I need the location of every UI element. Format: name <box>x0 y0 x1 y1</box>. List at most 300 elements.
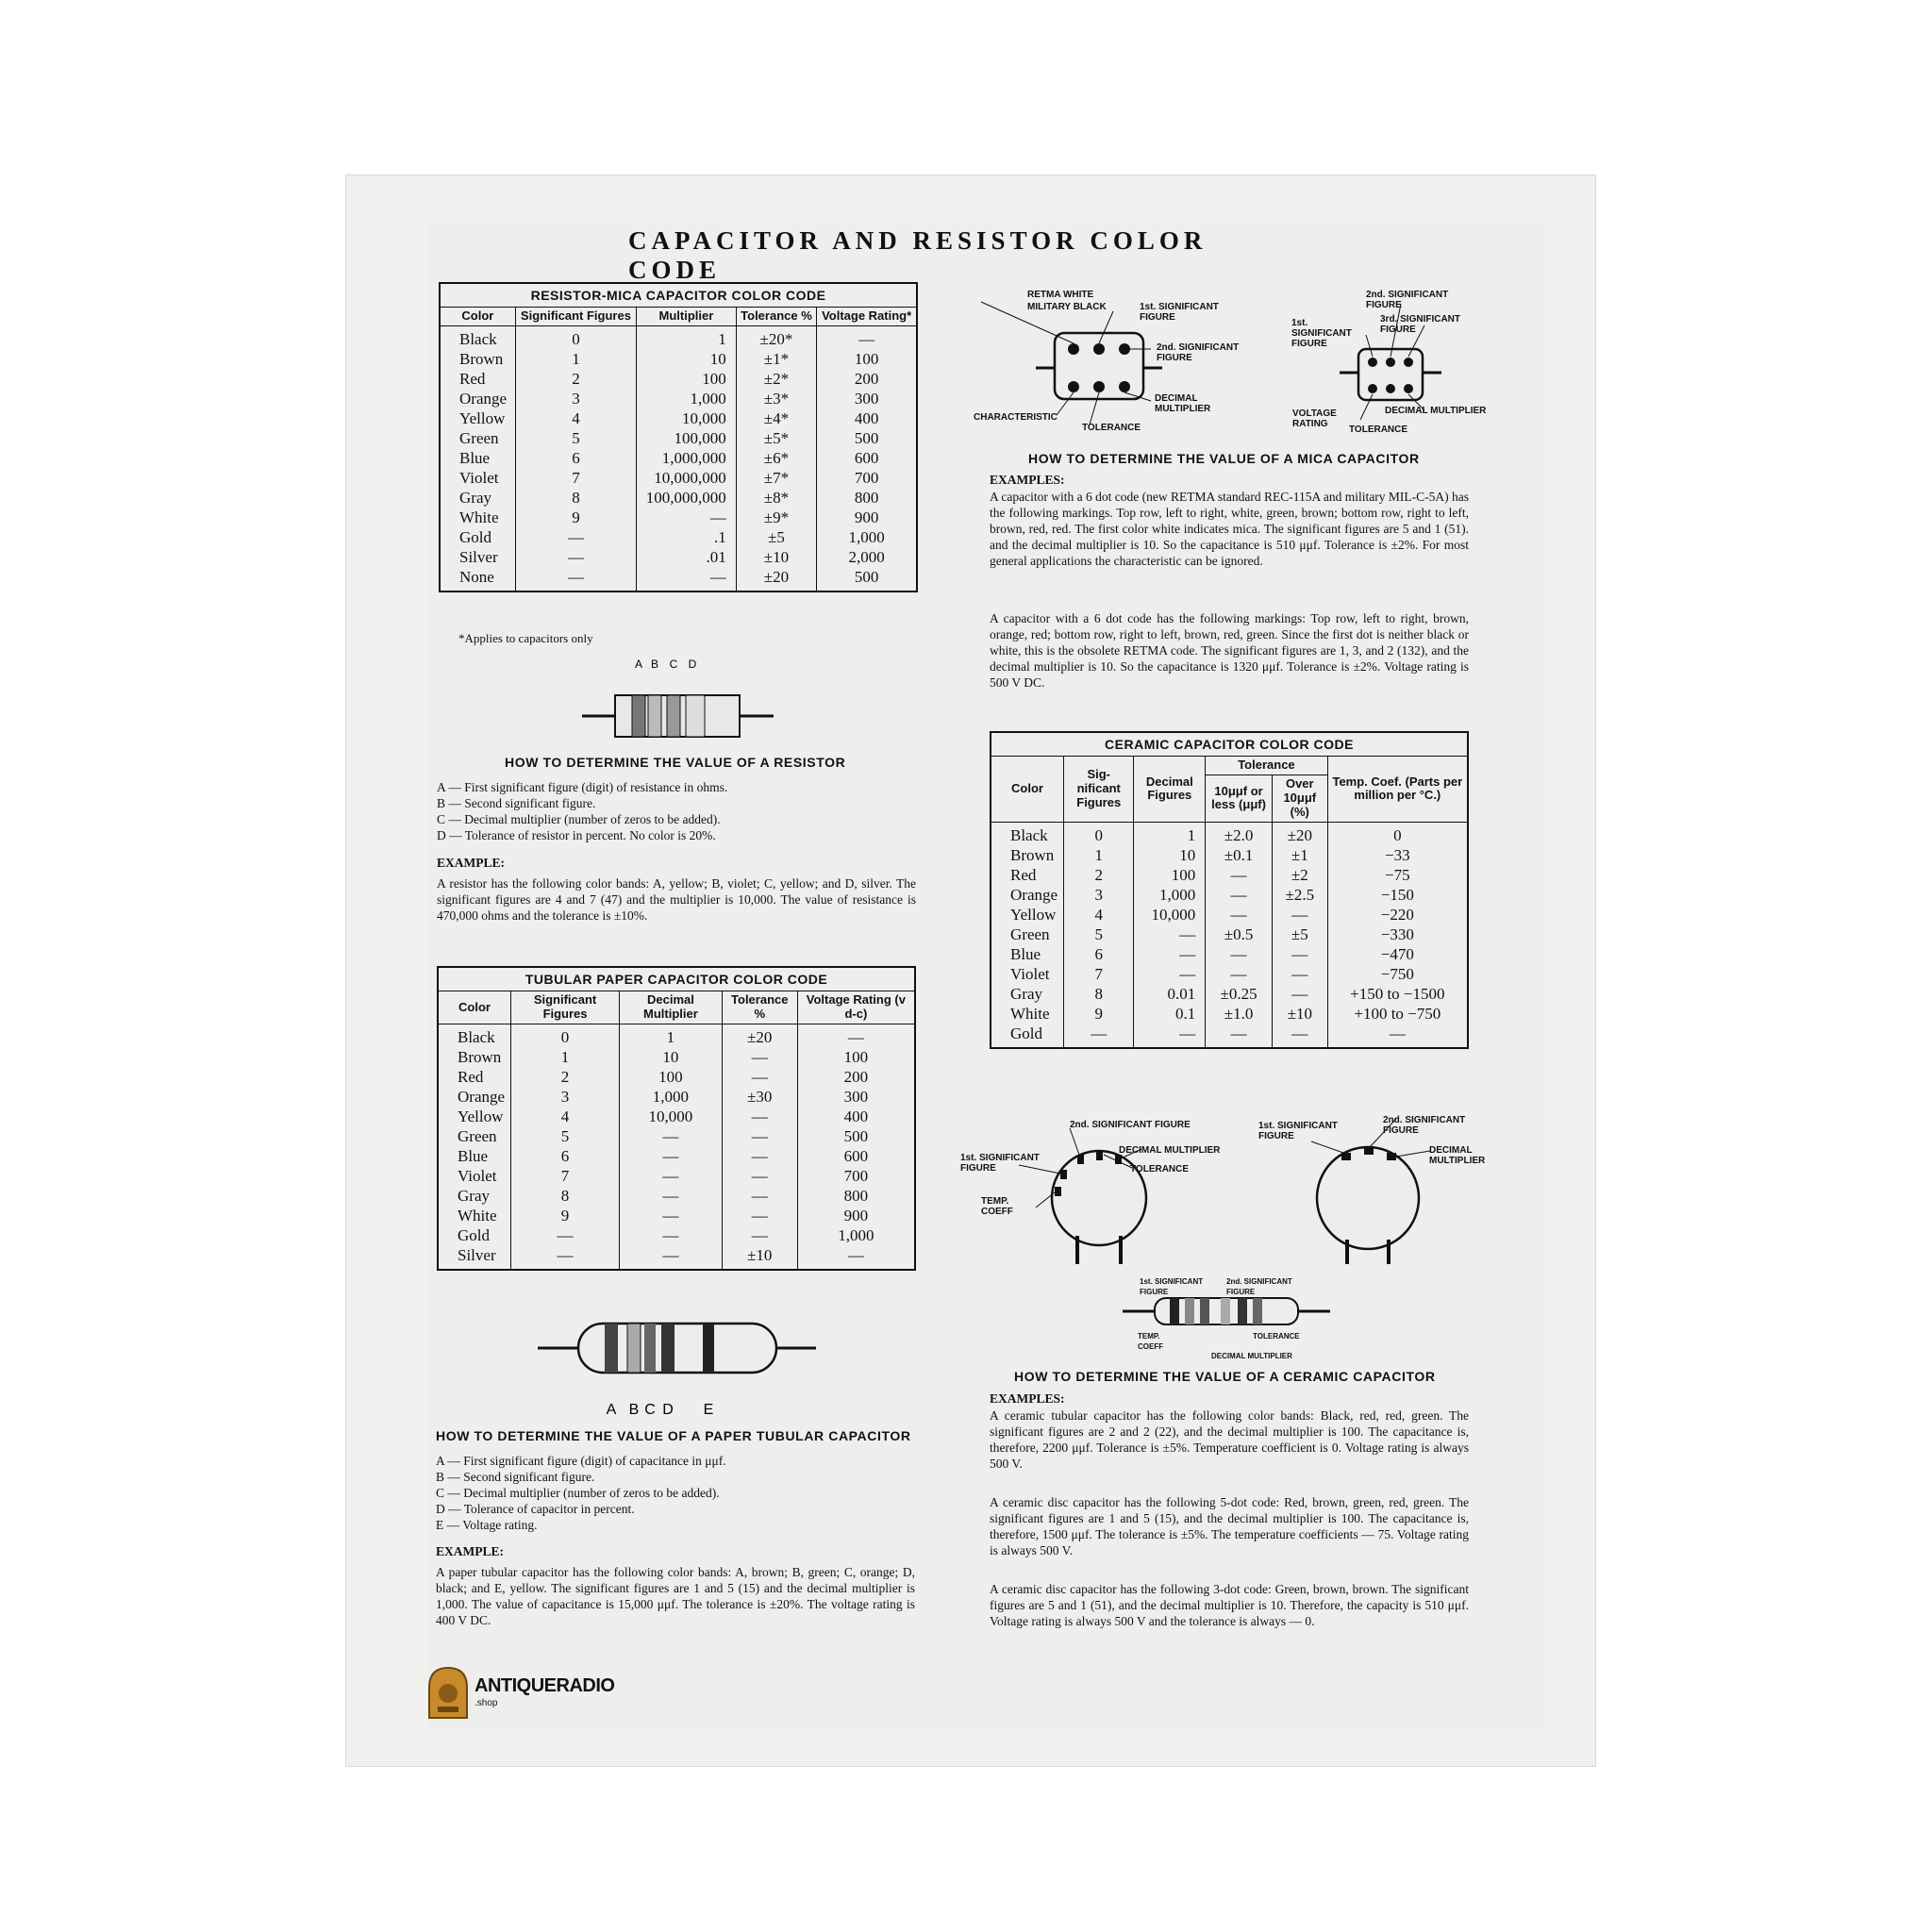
table-row <box>438 1206 915 1225</box>
mica-label-first-sig: 1st. SIGNIFICANT FIGURE <box>1140 302 1219 323</box>
color-name-cell: Red <box>991 865 1064 885</box>
table-cell: ±20* <box>736 326 817 350</box>
color-name-cell: Red <box>440 369 515 389</box>
table-caption: RESISTOR-MICA CAPACITOR COLOR CODE <box>440 283 917 308</box>
table-cell: .1 <box>637 527 737 547</box>
color-name-cell: Yellow <box>991 905 1064 924</box>
table-cell: 9 <box>1064 1004 1134 1024</box>
table-cell: — <box>1064 1024 1134 1048</box>
column-header: Tolerance % <box>736 308 817 326</box>
tubular-example: A paper tubular capacitor has the following color bands: A, brown; B, green; C, orange; D, black; and E, yellow. The significant figures are 1 and 5 (15) and the decimal multiplier is 1,000. The value of capacitance is 15,000 μμf. The tolerance is ±20%. The voltage rating is 400 V DC. <box>436 1565 915 1627</box>
mica-r-decimal: DECIMAL MULTIPLIER <box>1385 406 1487 416</box>
band-label: A <box>606 1402 617 1418</box>
table-cell: 0 <box>511 1024 620 1047</box>
table-cell: 1 <box>1134 822 1206 845</box>
tubular-howto-heading: HOW TO DETERMINE THE VALUE OF A PAPER TUBULAR CAPACITOR <box>436 1428 911 1443</box>
table-cell: 3 <box>1064 885 1134 905</box>
table-cell: — <box>620 1126 723 1146</box>
table-cell: 800 <box>797 1186 915 1206</box>
legend-line: B — Second significant figure. <box>436 1470 595 1484</box>
table-cell: 3 <box>511 1087 620 1107</box>
table-cell: 10,000,000 <box>637 468 737 488</box>
table-cell: — <box>1206 944 1273 964</box>
resistor-example: A resistor has the following color bands: A, yellow; B, violet; C, yellow; and D, silver. The significant figures are 4 and 7 (47) and the multiplier is 10,000. The value of resistance is 470,000 ohms and the tolerance is ±10%. <box>437 876 916 923</box>
table-cell: 800 <box>817 488 917 508</box>
table-row <box>991 944 1468 964</box>
table-cell: ±1* <box>736 349 817 369</box>
table-cell: 1 <box>620 1024 723 1047</box>
table-cell: — <box>515 547 636 567</box>
table-cell: 3 <box>515 389 636 408</box>
resistor-mica-table <box>439 282 918 592</box>
band-label: B <box>650 658 659 671</box>
table-cell: — <box>1134 924 1206 944</box>
table-cell: — <box>722 1107 797 1126</box>
mica-example-2: A capacitor with a 6 dot code has the following markings: Top row, left to right, brown, orange, red; bottom row, right to left, brown, red, green. Since the first dot is neither black or white, this is the obsolete RETMA code. The significant figures are 1, 3, and 2 (132), and the decimal multiplier is 10. So the capacitance is 1320 μμf. Tolerance is ±2%. Voltage rating is 500 V DC. <box>990 611 1469 690</box>
band-label: A <box>634 658 643 671</box>
table-cell: ±10 <box>1272 1004 1327 1024</box>
ceramic-howto-heading: HOW TO DETERMINE THE VALUE OF A CERAMIC CAPACITOR <box>1014 1369 1436 1384</box>
table-cell: −150 <box>1327 885 1468 905</box>
color-name-cell: Silver <box>438 1245 511 1270</box>
table-cell: 100 <box>620 1067 723 1087</box>
table-row <box>440 547 917 567</box>
footnote: *Applies to capacitors only <box>458 631 593 645</box>
table-row <box>991 964 1468 984</box>
table-cell: — <box>1272 944 1327 964</box>
color-name-cell: Gold <box>440 527 515 547</box>
table-cell: ±2* <box>736 369 817 389</box>
table-cell: — <box>1272 1024 1327 1048</box>
tubular-example-label: EXAMPLE: <box>436 1544 504 1558</box>
table-row <box>440 527 917 547</box>
color-name-cell: Black <box>440 326 515 350</box>
table-cell: — <box>1272 964 1327 984</box>
table-cell: 100 <box>817 349 917 369</box>
table-cell: 1,000,000 <box>637 448 737 468</box>
tubular-paper-table <box>437 966 916 1271</box>
mica-r-tolerance: TOLERANCE <box>1349 425 1408 435</box>
tube-temp: TEMP. COEFF <box>1138 1332 1164 1351</box>
table-cell: — <box>722 1206 797 1225</box>
table-cell: — <box>722 1166 797 1186</box>
color-name-cell: Violet <box>440 468 515 488</box>
color-name-cell: White <box>991 1004 1064 1024</box>
table-cell: 0 <box>515 326 636 350</box>
column-header: Significant Figures <box>511 991 620 1024</box>
table-row <box>991 1004 1468 1024</box>
col-tol-large: Over 10μμf (%) <box>1272 775 1327 823</box>
table-cell: — <box>797 1245 915 1270</box>
column-header: Voltage Rating* <box>817 308 917 326</box>
color-name-cell: None <box>440 567 515 591</box>
mica-label-military: MILITARY BLACK <box>1027 302 1107 312</box>
table-cell: 100,000,000 <box>637 488 737 508</box>
color-name-cell: Brown <box>438 1047 511 1067</box>
mica-r-first: 1st. SIGNIFICANT FIGURE <box>1291 318 1352 349</box>
table-row <box>438 1024 915 1047</box>
disc1-first: 1st. SIGNIFICANT FIGURE <box>960 1153 1040 1174</box>
table-cell: ±0.5 <box>1206 924 1273 944</box>
table-cell: −470 <box>1327 944 1468 964</box>
table-cell: +150 to −1500 <box>1327 984 1468 1004</box>
table-cell: 10,000 <box>620 1107 723 1126</box>
table-row <box>991 905 1468 924</box>
table-cell: 600 <box>817 448 917 468</box>
table-cell: — <box>722 1047 797 1067</box>
table-cell: 900 <box>797 1206 915 1225</box>
tube-decimal: DECIMAL MULTIPLIER <box>1211 1352 1292 1360</box>
table-cell: 1 <box>1064 845 1134 865</box>
mica-label-decimal: DECIMAL MULTIPLIER <box>1155 393 1211 414</box>
table-cell: ±2 <box>1272 865 1327 885</box>
mica-label-second-sig: 2nd. SIGNIFICANT FIGURE <box>1157 342 1240 363</box>
table-cell: — <box>620 1245 723 1270</box>
table-cell: 6 <box>511 1146 620 1166</box>
tube-tolerance: TOLERANCE <box>1253 1332 1300 1341</box>
table-cell: 900 <box>817 508 917 527</box>
table-row <box>991 885 1468 905</box>
color-name-cell: Gray <box>438 1186 511 1206</box>
color-name-cell: Black <box>438 1024 511 1047</box>
disc2-first: 1st. SIGNIFICANT FIGURE <box>1258 1121 1338 1141</box>
table-cell: 10,000 <box>637 408 737 428</box>
table-cell: 500 <box>797 1126 915 1146</box>
disc2-decimal: DECIMAL MULTIPLIER <box>1429 1145 1486 1166</box>
table-cell: 8 <box>515 488 636 508</box>
table-row <box>438 1047 915 1067</box>
table-cell: 2 <box>1064 865 1134 885</box>
mica-howto-heading: HOW TO DETERMINE THE VALUE OF A MICA CAPACITOR <box>1028 451 1420 466</box>
radio-logo-icon <box>426 1665 470 1720</box>
table-row <box>438 1146 915 1166</box>
ceramic-example-2: A ceramic disc capacitor has the following 5-dot code: Red, brown, green, red, green. The significant figures are 1 and 5 (15), and the decimal multiplier is 100. The capacitance is, therefore, 1500 μμf. The tolerance is ±5%. The temperature coefficients — 75. Voltage rating is always 500 V. <box>990 1495 1469 1557</box>
column-header: Decimal Multiplier <box>620 991 723 1024</box>
table-cell: 300 <box>797 1087 915 1107</box>
table-cell: 7 <box>1064 964 1134 984</box>
page-title: CAPACITOR AND RESISTOR COLOR CODE <box>628 226 1208 284</box>
color-name-cell: Brown <box>991 845 1064 865</box>
table-cell: — <box>722 1225 797 1245</box>
table-row <box>438 1126 915 1146</box>
ceramic-table <box>990 731 1469 1049</box>
legend-line: B — Second significant figure. <box>437 796 596 810</box>
table-cell: 1,000 <box>817 527 917 547</box>
table-row <box>440 326 917 350</box>
table-cell: 500 <box>817 567 917 591</box>
table-cell: — <box>1206 964 1273 984</box>
table-cell: — <box>620 1186 723 1206</box>
table-row <box>440 369 917 389</box>
legend-line: A — First significant figure (digit) of capacitance in μμf. <box>436 1454 726 1468</box>
table-cell: 1,000 <box>797 1225 915 1245</box>
table-cell: — <box>511 1225 620 1245</box>
table-row <box>440 349 917 369</box>
table-cell: 6 <box>515 448 636 468</box>
color-name-cell: Brown <box>440 349 515 369</box>
table-cell: 1 <box>511 1047 620 1067</box>
color-name-cell: Gray <box>440 488 515 508</box>
table-row <box>991 1024 1468 1048</box>
table-cell: −330 <box>1327 924 1468 944</box>
column-header: Significant Figures <box>515 308 636 326</box>
table-cell: — <box>1206 1024 1273 1048</box>
table-cell: ±30 <box>722 1087 797 1107</box>
legend-line: A — First significant figure (digit) of resistance in ohms. <box>437 780 728 794</box>
color-name-cell: Violet <box>438 1166 511 1186</box>
disc1-decimal: DECIMAL MULTIPLIER <box>1119 1145 1221 1156</box>
color-name-cell: Silver <box>440 547 515 567</box>
column-header: Multiplier <box>637 308 737 326</box>
table-cell: — <box>637 508 737 527</box>
table-row <box>438 1087 915 1107</box>
tube-first: 1st. SIGNIFICANT FIGURE <box>1140 1277 1204 1296</box>
table-row <box>438 1245 915 1270</box>
table-cell: +100 to −750 <box>1327 1004 1468 1024</box>
logo-name: ANTIQUERADIO <box>475 1675 615 1696</box>
table-cell: — <box>1206 865 1273 885</box>
mica-examples-label: EXAMPLES: <box>990 473 1065 487</box>
col-significant: Sig-nificant Figures <box>1064 757 1134 823</box>
table-row <box>440 488 917 508</box>
table-cell: ±8* <box>736 488 817 508</box>
mica-r-second: 2nd. SIGNIFICANT FIGURE <box>1366 290 1449 310</box>
table-cell: 600 <box>797 1146 915 1166</box>
table-cell: — <box>722 1146 797 1166</box>
column-header: Color <box>438 991 511 1024</box>
band-label: D <box>688 658 697 671</box>
table-cell: ±0.25 <box>1206 984 1273 1004</box>
table-row <box>438 1225 915 1245</box>
color-name-cell: Gray <box>991 984 1064 1004</box>
table-cell: ±20 <box>722 1024 797 1047</box>
table-cell: 8 <box>1064 984 1134 1004</box>
table-cell: ±5 <box>736 527 817 547</box>
table-cell: — <box>722 1126 797 1146</box>
mica-example-1: A capacitor with a 6 dot code (new RETMA standard REC-115A and military MIL-C-5A) has the following markings. Top row, left to right, white, green, brown; bottom row, right to left, brown, red, red. The first color white indicates mica. The significant figures are 5 and 1 (51). and the decimal multiplier is 10. So the capacitance is 510 μμf. Tolerance is ±2%. For most general applications the characteristic can be ignored. <box>990 490 1469 568</box>
mica-label-retma: RETMA WHITE <box>1027 290 1094 300</box>
table-cell: −75 <box>1327 865 1468 885</box>
table-cell: ±1.0 <box>1206 1004 1273 1024</box>
table-cell: 2,000 <box>817 547 917 567</box>
table-cell: ±20 <box>1272 822 1327 845</box>
resistor-howto-heading: HOW TO DETERMINE THE VALUE OF A RESISTOR <box>505 755 846 770</box>
col-decimal: Decimal Figures <box>1134 757 1206 823</box>
table-cell: 5 <box>515 428 636 448</box>
table-cell: 700 <box>817 468 917 488</box>
table-cell: ±10 <box>722 1245 797 1270</box>
logo-suffix: .shop <box>475 1698 498 1708</box>
table-row <box>438 1186 915 1206</box>
color-name-cell: Orange <box>991 885 1064 905</box>
table-cell: 200 <box>797 1067 915 1087</box>
ceramic-example-1: A ceramic tubular capacitor has the following color bands: Black, red, red, green. The significant figures are 2 and 2 (22), and the decimal multiplier is 100. The capacitance is, therefore, 2200 μμf. Tolerance is ±5%. Temperature coefficient is 0. Voltage rating is always 500 V. <box>990 1408 1469 1471</box>
table-cell: — <box>1134 944 1206 964</box>
table-cell: ±1 <box>1272 845 1327 865</box>
table-cell: 5 <box>1064 924 1134 944</box>
table-row <box>440 428 917 448</box>
table-cell: 10 <box>1134 845 1206 865</box>
band-label: D <box>662 1402 674 1418</box>
table-row <box>438 1107 915 1126</box>
resistor-example-label: EXAMPLE: <box>437 856 505 870</box>
band-label: C <box>669 658 678 671</box>
table-cell: −220 <box>1327 905 1468 924</box>
table-cell: 2 <box>511 1067 620 1087</box>
color-name-cell: Orange <box>438 1087 511 1107</box>
table-cell: 100 <box>637 369 737 389</box>
table-cell: 4 <box>515 408 636 428</box>
table-cell: — <box>1206 905 1273 924</box>
ceramic-disc-diagrams <box>953 1113 1500 1264</box>
resistor-diagram <box>577 653 783 743</box>
table-cell: — <box>1134 964 1206 984</box>
table-caption: TUBULAR PAPER CAPACITOR COLOR CODE <box>438 967 915 991</box>
color-name-cell: Violet <box>991 964 1064 984</box>
table-caption: CERAMIC CAPACITOR COLOR CODE <box>991 732 1468 757</box>
color-name-cell: White <box>440 508 515 527</box>
table-cell: 500 <box>817 428 917 448</box>
table-cell: — <box>722 1067 797 1087</box>
col-tol-small: 10μμf or less (μμf) <box>1206 775 1273 823</box>
disc1-tolerance: TOLERANCE <box>1130 1164 1190 1174</box>
table-cell: 0 <box>1064 822 1134 845</box>
legend-line: C — Decimal multiplier (number of zeros to be added). <box>436 1486 720 1500</box>
table-cell: 100,000 <box>637 428 737 448</box>
table-cell: 6 <box>1064 944 1134 964</box>
ceramic-examples-label: EXAMPLES: <box>990 1391 1065 1406</box>
table-row <box>991 924 1468 944</box>
table-cell: — <box>620 1166 723 1186</box>
tubular-howto-lines <box>436 1453 915 1533</box>
color-name-cell: Blue <box>991 944 1064 964</box>
color-name-cell: Gold <box>991 1024 1064 1048</box>
table-cell: 1,000 <box>637 389 737 408</box>
table-cell: 400 <box>797 1107 915 1126</box>
table-cell: — <box>511 1245 620 1270</box>
color-name-cell: Orange <box>440 389 515 408</box>
ceramic-example-3: A ceramic disc capacitor has the following 3-dot code: Green, brown, brown. The significant figures are 5 and 1 (51), and the decimal multiplier is 10. Therefore, the capacity is 510 μμf. Voltage rating is always 500 V and the tolerance is always — 0. <box>990 1582 1469 1628</box>
tube-second: 2nd. SIGNIFICANT FIGURE <box>1226 1277 1292 1296</box>
color-name-cell: Green <box>438 1126 511 1146</box>
column-header: Tolerance % <box>722 991 797 1024</box>
table-cell: — <box>620 1146 723 1166</box>
table-cell: — <box>515 567 636 591</box>
color-name-cell: White <box>438 1206 511 1225</box>
table-cell: ±7* <box>736 468 817 488</box>
table-cell: — <box>1272 984 1327 1004</box>
table-cell: 0.1 <box>1134 1004 1206 1024</box>
table-cell: ±5* <box>736 428 817 448</box>
mica-label-characteristic: CHARACTERISTIC <box>974 412 1058 423</box>
table-cell: ±2.5 <box>1272 885 1327 905</box>
table-cell: ±2.0 <box>1206 822 1273 845</box>
table-cell: — <box>620 1206 723 1225</box>
table-row <box>440 389 917 408</box>
color-name-cell: Green <box>440 428 515 448</box>
mica-r-voltage: VOLTAGE RATING <box>1292 408 1337 429</box>
disc2-second: 2nd. SIGNIFICANT FIGURE <box>1383 1115 1466 1136</box>
table-cell: — <box>722 1186 797 1206</box>
tubular-capacitor-diagram <box>533 1316 822 1424</box>
table-cell: — <box>817 326 917 350</box>
column-header: Color <box>440 308 515 326</box>
table-cell: 4 <box>1064 905 1134 924</box>
table-row <box>440 448 917 468</box>
table-cell: ±5 <box>1272 924 1327 944</box>
table-cell: 10 <box>637 349 737 369</box>
table-cell: — <box>515 527 636 547</box>
table-cell: 100 <box>797 1047 915 1067</box>
table-cell: 0 <box>1327 822 1468 845</box>
table-cell: 1,000 <box>620 1087 723 1107</box>
table-cell: −33 <box>1327 845 1468 865</box>
table-cell: 700 <box>797 1166 915 1186</box>
table-cell: — <box>620 1225 723 1245</box>
color-name-cell: Blue <box>438 1146 511 1166</box>
color-name-cell: Green <box>991 924 1064 944</box>
resistor-howto-lines <box>437 779 916 843</box>
table-row <box>440 468 917 488</box>
table-cell: 4 <box>511 1107 620 1126</box>
table-cell: .01 <box>637 547 737 567</box>
table-cell: ±10 <box>736 547 817 567</box>
legend-line: D — Tolerance of resistor in percent. No color is 20%. <box>437 828 716 842</box>
table-cell: ±3* <box>736 389 817 408</box>
table-row <box>440 408 917 428</box>
color-name-cell: Blue <box>440 448 515 468</box>
table-cell: ±4* <box>736 408 817 428</box>
table-row <box>991 984 1468 1004</box>
color-name-cell: Gold <box>438 1225 511 1245</box>
table-cell: 8 <box>511 1186 620 1206</box>
table-row <box>991 822 1468 845</box>
table-cell: 7 <box>511 1166 620 1186</box>
table-cell: ±20 <box>736 567 817 591</box>
legend-line: E — Voltage rating. <box>436 1518 538 1532</box>
band-label: C <box>644 1402 656 1418</box>
table-cell: — <box>797 1024 915 1047</box>
mica-r-third: 3rd. SIGNIFICANT FIGURE <box>1380 314 1461 335</box>
table-cell: 100 <box>1134 865 1206 885</box>
color-name-cell: Yellow <box>440 408 515 428</box>
table-cell: — <box>1327 1024 1468 1048</box>
table-cell: 10,000 <box>1134 905 1206 924</box>
table-row <box>991 865 1468 885</box>
legend-line: C — Decimal multiplier (number of zeros to be added). <box>437 812 721 826</box>
table-cell: 9 <box>511 1206 620 1225</box>
table-cell: ±9* <box>736 508 817 527</box>
table-cell: 2 <box>515 369 636 389</box>
mica-label-tolerance: TOLERANCE <box>1082 423 1141 433</box>
table-cell: 1,000 <box>1134 885 1206 905</box>
column-header: Voltage Rating (v d-c) <box>797 991 915 1024</box>
legend-line: D — Tolerance of capacitor in percent. <box>436 1502 635 1516</box>
band-label: B <box>628 1402 640 1418</box>
table-row <box>440 508 917 527</box>
col-temp-coef: Temp. Coef. (Parts per million per °C.) <box>1327 757 1468 823</box>
disc1-temp: TEMP. COEFF <box>981 1196 1013 1217</box>
table-cell: — <box>1272 905 1327 924</box>
disc1-second: 2nd. SIGNIFICANT FIGURE <box>1070 1120 1191 1130</box>
table-cell: 7 <box>515 468 636 488</box>
table-cell: 10 <box>620 1047 723 1067</box>
table-cell: 1 <box>637 326 737 350</box>
color-name-cell: Red <box>438 1067 511 1087</box>
table-cell: — <box>637 567 737 591</box>
table-row <box>438 1067 915 1087</box>
table-cell: 5 <box>511 1126 620 1146</box>
